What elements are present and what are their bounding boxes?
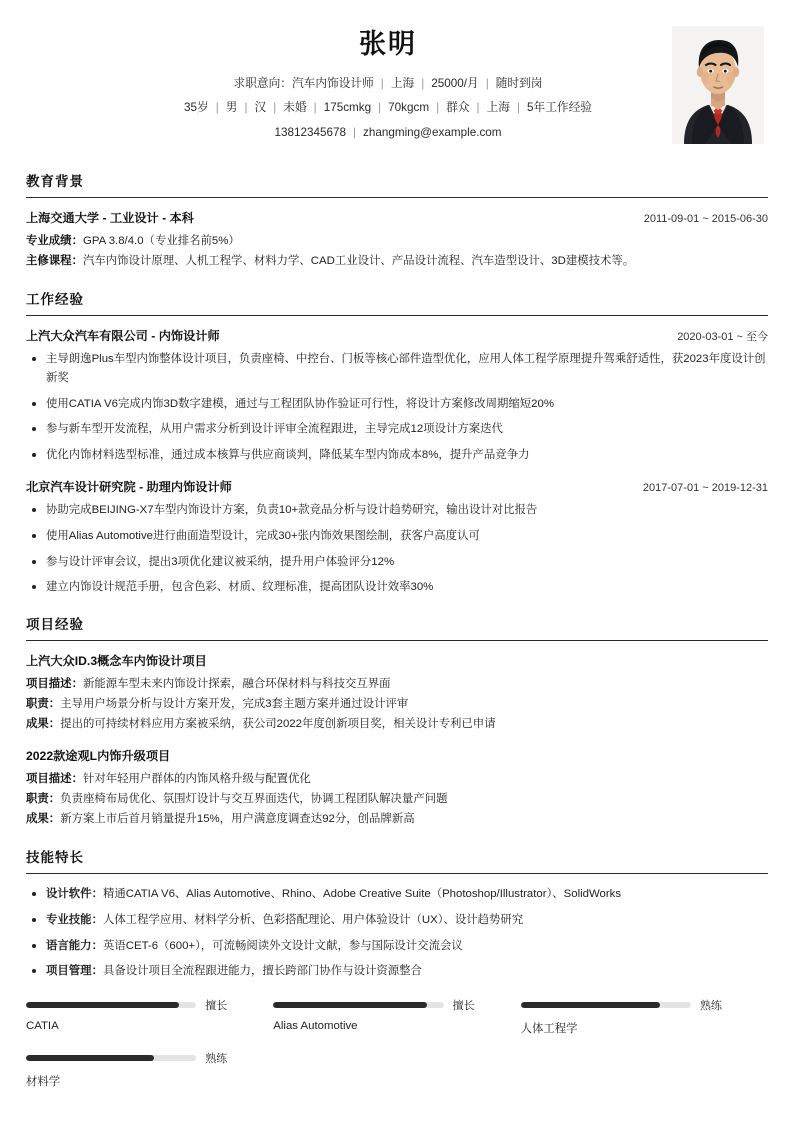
- section-title-work: 工作经验: [26, 291, 84, 307]
- info-separator: |: [476, 101, 480, 115]
- skill-bullet-label: 设计软件：: [46, 887, 103, 900]
- section-title-projects: 项目经验: [26, 617, 84, 633]
- personal-item-1: 男: [225, 101, 238, 115]
- info-separator: |: [485, 76, 489, 90]
- info-separator: |: [378, 101, 382, 115]
- section-divider: [26, 197, 768, 198]
- personal-item-0: 35岁: [184, 101, 209, 115]
- detail-line: [26, 810, 768, 830]
- personal-info-line: [104, 100, 672, 116]
- skill-bullet-list: [26, 885, 768, 981]
- detail-label: 专业成绩：: [26, 235, 83, 247]
- detail-label: 主修课程：: [26, 254, 83, 267]
- detail-line: [26, 675, 768, 695]
- objective-item-3: 随时到岗: [495, 76, 543, 90]
- contact-line: [104, 125, 672, 141]
- detail-line: [26, 770, 768, 790]
- project-entry: [26, 652, 768, 735]
- skill-bullet-value: 具备设计项目全流程跟进能力，擅长跨部门协作与设计资源整合: [102, 965, 422, 978]
- skill-bar-track: [26, 1002, 196, 1008]
- project-title: 2022款途观L内饰升级项目: [26, 749, 171, 764]
- entry-title: 上海交通大学 - 工业设计 - 本科: [26, 211, 194, 225]
- entry-header: [26, 209, 768, 226]
- skill-bullet-value: 英语CET-6（600+），可流畅阅读外文设计文献，参与国际设计交流会议: [102, 939, 463, 952]
- bullet-list: [26, 501, 768, 597]
- info-separator: |: [215, 101, 219, 115]
- skill-level-label: 熟练: [205, 1053, 228, 1066]
- contact-item-0: 13812345678: [274, 126, 346, 140]
- detail-label: 项目描述：: [26, 678, 83, 691]
- skill-bar-track: [26, 1055, 196, 1061]
- bullet-item: 使用Alias Automotive进行曲面造型设计，完成30+张内饰效果图绘制，获客户高度认可: [26, 527, 768, 546]
- bullet-item: 使用CATIA V6完成内饰3D数字建模，通过与工程团队协作验证可行性，将设计方案修改周期缩短20%: [26, 395, 768, 414]
- detail-value: 负责座椅布局优化、氛围灯设计与交互界面迭代，协调工程团队解决量产问题: [60, 793, 448, 806]
- skill-name-label: 人体工程学: [520, 1023, 578, 1036]
- entry-date: 2017-07-01 ~ 2019-12-31: [642, 481, 768, 494]
- objective-item-1: 上海: [390, 76, 415, 90]
- info-separator: |: [352, 126, 356, 140]
- bullet-item: 参与设计评审会议，提出3项优化建议被采纳，提升用户体验评分12%: [26, 553, 768, 572]
- entry-header: [26, 478, 768, 495]
- skill-bullet-value: 人体工程学应用、材料学分析、色彩搭配理论、用户体验设计（UX）、设计趋势研究: [102, 913, 524, 926]
- objective-item-2: 25000/月: [431, 76, 479, 90]
- skill-bullets: [26, 885, 768, 981]
- personal-item-7: 上海: [486, 101, 510, 115]
- objective-item-0: 求职意向：汽车内饰设计师: [233, 76, 374, 90]
- personal-item-8: 5年工作经验: [527, 101, 592, 115]
- bullet-item: 主导朗逸Plus车型内饰整体设计项目，负责座椅、中控台、门板等核心部件造型优化，应用人体工程学原理提升驾乘舒适性，获2023年度设计创新奖: [26, 350, 768, 388]
- skill-bar-track: [521, 1002, 691, 1008]
- bullet-item: 建立内饰设计规范手册，包含色彩、材质、纹理标准，提高团队设计效率30%: [26, 578, 768, 597]
- project-entry: [26, 747, 768, 830]
- section-education: [26, 170, 768, 272]
- work-entry: [26, 327, 768, 465]
- skill-bar-row: [26, 1050, 227, 1066]
- skill-bar-cell: [273, 997, 520, 1036]
- skill-bar-track: [273, 1002, 443, 1008]
- skill-bar-fill: [26, 1002, 179, 1008]
- entry-date: 2020-03-01 ~ 至今: [677, 330, 768, 343]
- bullet-item: 协助完成BEIJING-X7车型内饰设计方案，负责10+款竞品分析与设计趋势研究，输出设计对比报告: [26, 501, 768, 520]
- detail-line: [26, 695, 768, 715]
- bullet-item: 参与新车型开发流程，从用户需求分析到设计评审全流程跟进，主导完成12项设计方案迭代: [26, 420, 768, 439]
- info-separator: |: [380, 76, 384, 90]
- detail-line: [26, 790, 768, 810]
- skill-bar-fill: [273, 1002, 426, 1008]
- section-work: [26, 288, 768, 597]
- work-entry: [26, 478, 768, 597]
- skill-bar-cell: [26, 1050, 273, 1089]
- contact-item-1: zhangming@example.com: [363, 126, 502, 140]
- entry-header: [26, 327, 768, 344]
- detail-label: 成果：: [26, 812, 61, 825]
- bullet-list: [26, 350, 768, 465]
- detail-value: 针对年轻用户群体的内饰风格升级与配置优化: [82, 773, 311, 786]
- personal-item-5: 70kgcm: [388, 101, 430, 115]
- education-entries: [26, 209, 768, 272]
- skill-name-label: 材料学: [26, 1076, 61, 1089]
- detail-label: 职责：: [26, 698, 61, 711]
- detail-label: 职责：: [26, 793, 61, 806]
- skill-bullet-item: [26, 885, 768, 904]
- entry-date: 2011-09-01 ~ 2015-06-30: [643, 213, 768, 225]
- personal-item-6: 群众: [446, 101, 470, 115]
- skill-name-label: CATIA: [26, 1020, 59, 1033]
- detail-value: 新能源车型未来内饰设计探索，融合环保材料与科技交互界面: [82, 678, 391, 691]
- section-projects: [26, 613, 768, 830]
- avatar: [672, 26, 764, 144]
- detail-value: 提出的可持续材料应用方案被采纳，获公司2022年度创新项目奖，相关设计专利已申请: [60, 718, 496, 731]
- info-separator: |: [273, 101, 277, 115]
- objective-line: [104, 76, 672, 92]
- detail-label: 项目描述：: [26, 773, 83, 786]
- personal-item-4: 175cmkg: [323, 101, 372, 115]
- info-separator: |: [436, 101, 440, 115]
- info-separator: |: [516, 101, 521, 115]
- section-title-education: 教育背景: [26, 174, 84, 189]
- section-divider: [26, 873, 768, 874]
- skill-bar-fill: [26, 1055, 154, 1061]
- skill-bullet-label: 专业技能：: [46, 913, 103, 926]
- detail-line: [26, 715, 768, 735]
- skill-bullet-value: 精通CATIA V6、Alias Automotive、Rhino、Adobe Creative Suite（Photoshop/Illustrator）、SolidWorks: [102, 887, 622, 900]
- section-divider: [26, 640, 768, 641]
- skill-bar-row: [273, 997, 474, 1013]
- skill-bar-cell: [521, 997, 768, 1036]
- skill-level-label: 熟练: [699, 1000, 722, 1013]
- project-entries: [26, 652, 768, 830]
- project-title: 上汽大众ID.3概念车内饰设计项目: [26, 654, 207, 669]
- section-skills: [26, 846, 768, 1103]
- info-separator: |: [421, 76, 425, 90]
- skill-bar-fill: [521, 1002, 661, 1008]
- skill-bar-row: [521, 997, 722, 1013]
- skill-bullet-item: [26, 937, 768, 956]
- bullet-item: 优化内饰材料选型标准，通过成本核算与供应商谈判，降低某车型内饰成本8%，提升产品竞争力: [26, 446, 768, 465]
- skill-bullet-label: 语言能力：: [46, 939, 103, 952]
- section-divider: [26, 315, 768, 316]
- skill-bullet-item: [26, 911, 768, 930]
- detail-line: [26, 252, 768, 272]
- info-separator: |: [244, 101, 248, 115]
- resume-header: [26, 18, 768, 154]
- skill-bullet-item: [26, 962, 768, 981]
- skill-bar-cell: [26, 997, 273, 1036]
- section-title-skills: 技能特长: [26, 849, 84, 865]
- detail-value: 汽车内饰设计原理、人机工程学、材料力学、CAD工业设计、产品设计流程、汽车造型设计、3D建模技术等。: [82, 254, 635, 267]
- detail-value: GPA 3.8/4.0（专业排名前5%）: [82, 235, 240, 247]
- portrait-illustration: [672, 26, 764, 144]
- personal-item-2: 汉: [254, 101, 267, 115]
- detail-value: 主导用户场景分析与设计方案开发，完成3套主题方案并通过设计评审: [60, 698, 409, 711]
- skill-bar-grid: [26, 997, 768, 1103]
- work-entries: [26, 327, 768, 597]
- detail-line: [26, 232, 768, 252]
- personal-item-3: 未婚: [283, 101, 307, 115]
- skill-level-label: 擅长: [205, 1000, 228, 1013]
- page-title: 张明: [359, 29, 417, 59]
- entry-title: 上汽大众汽车有限公司 - 内饰设计师: [26, 328, 220, 343]
- entry-title: 北京汽车设计研究院 - 助理内饰设计师: [26, 479, 232, 494]
- skill-level-label: 擅长: [452, 1000, 475, 1013]
- info-separator: |: [313, 101, 317, 115]
- skill-bar-row: [26, 997, 227, 1013]
- skill-name-label: Alias Automotive: [273, 1020, 358, 1033]
- skill-bullet-label: 项目管理：: [46, 965, 103, 978]
- header-text-block: [26, 24, 672, 141]
- detail-value: 新方案上市后首月销量提升15%，用户满意度调查达92分，创品牌新高: [60, 812, 415, 825]
- detail-label: 成果：: [26, 718, 61, 731]
- education-entry: [26, 209, 768, 272]
